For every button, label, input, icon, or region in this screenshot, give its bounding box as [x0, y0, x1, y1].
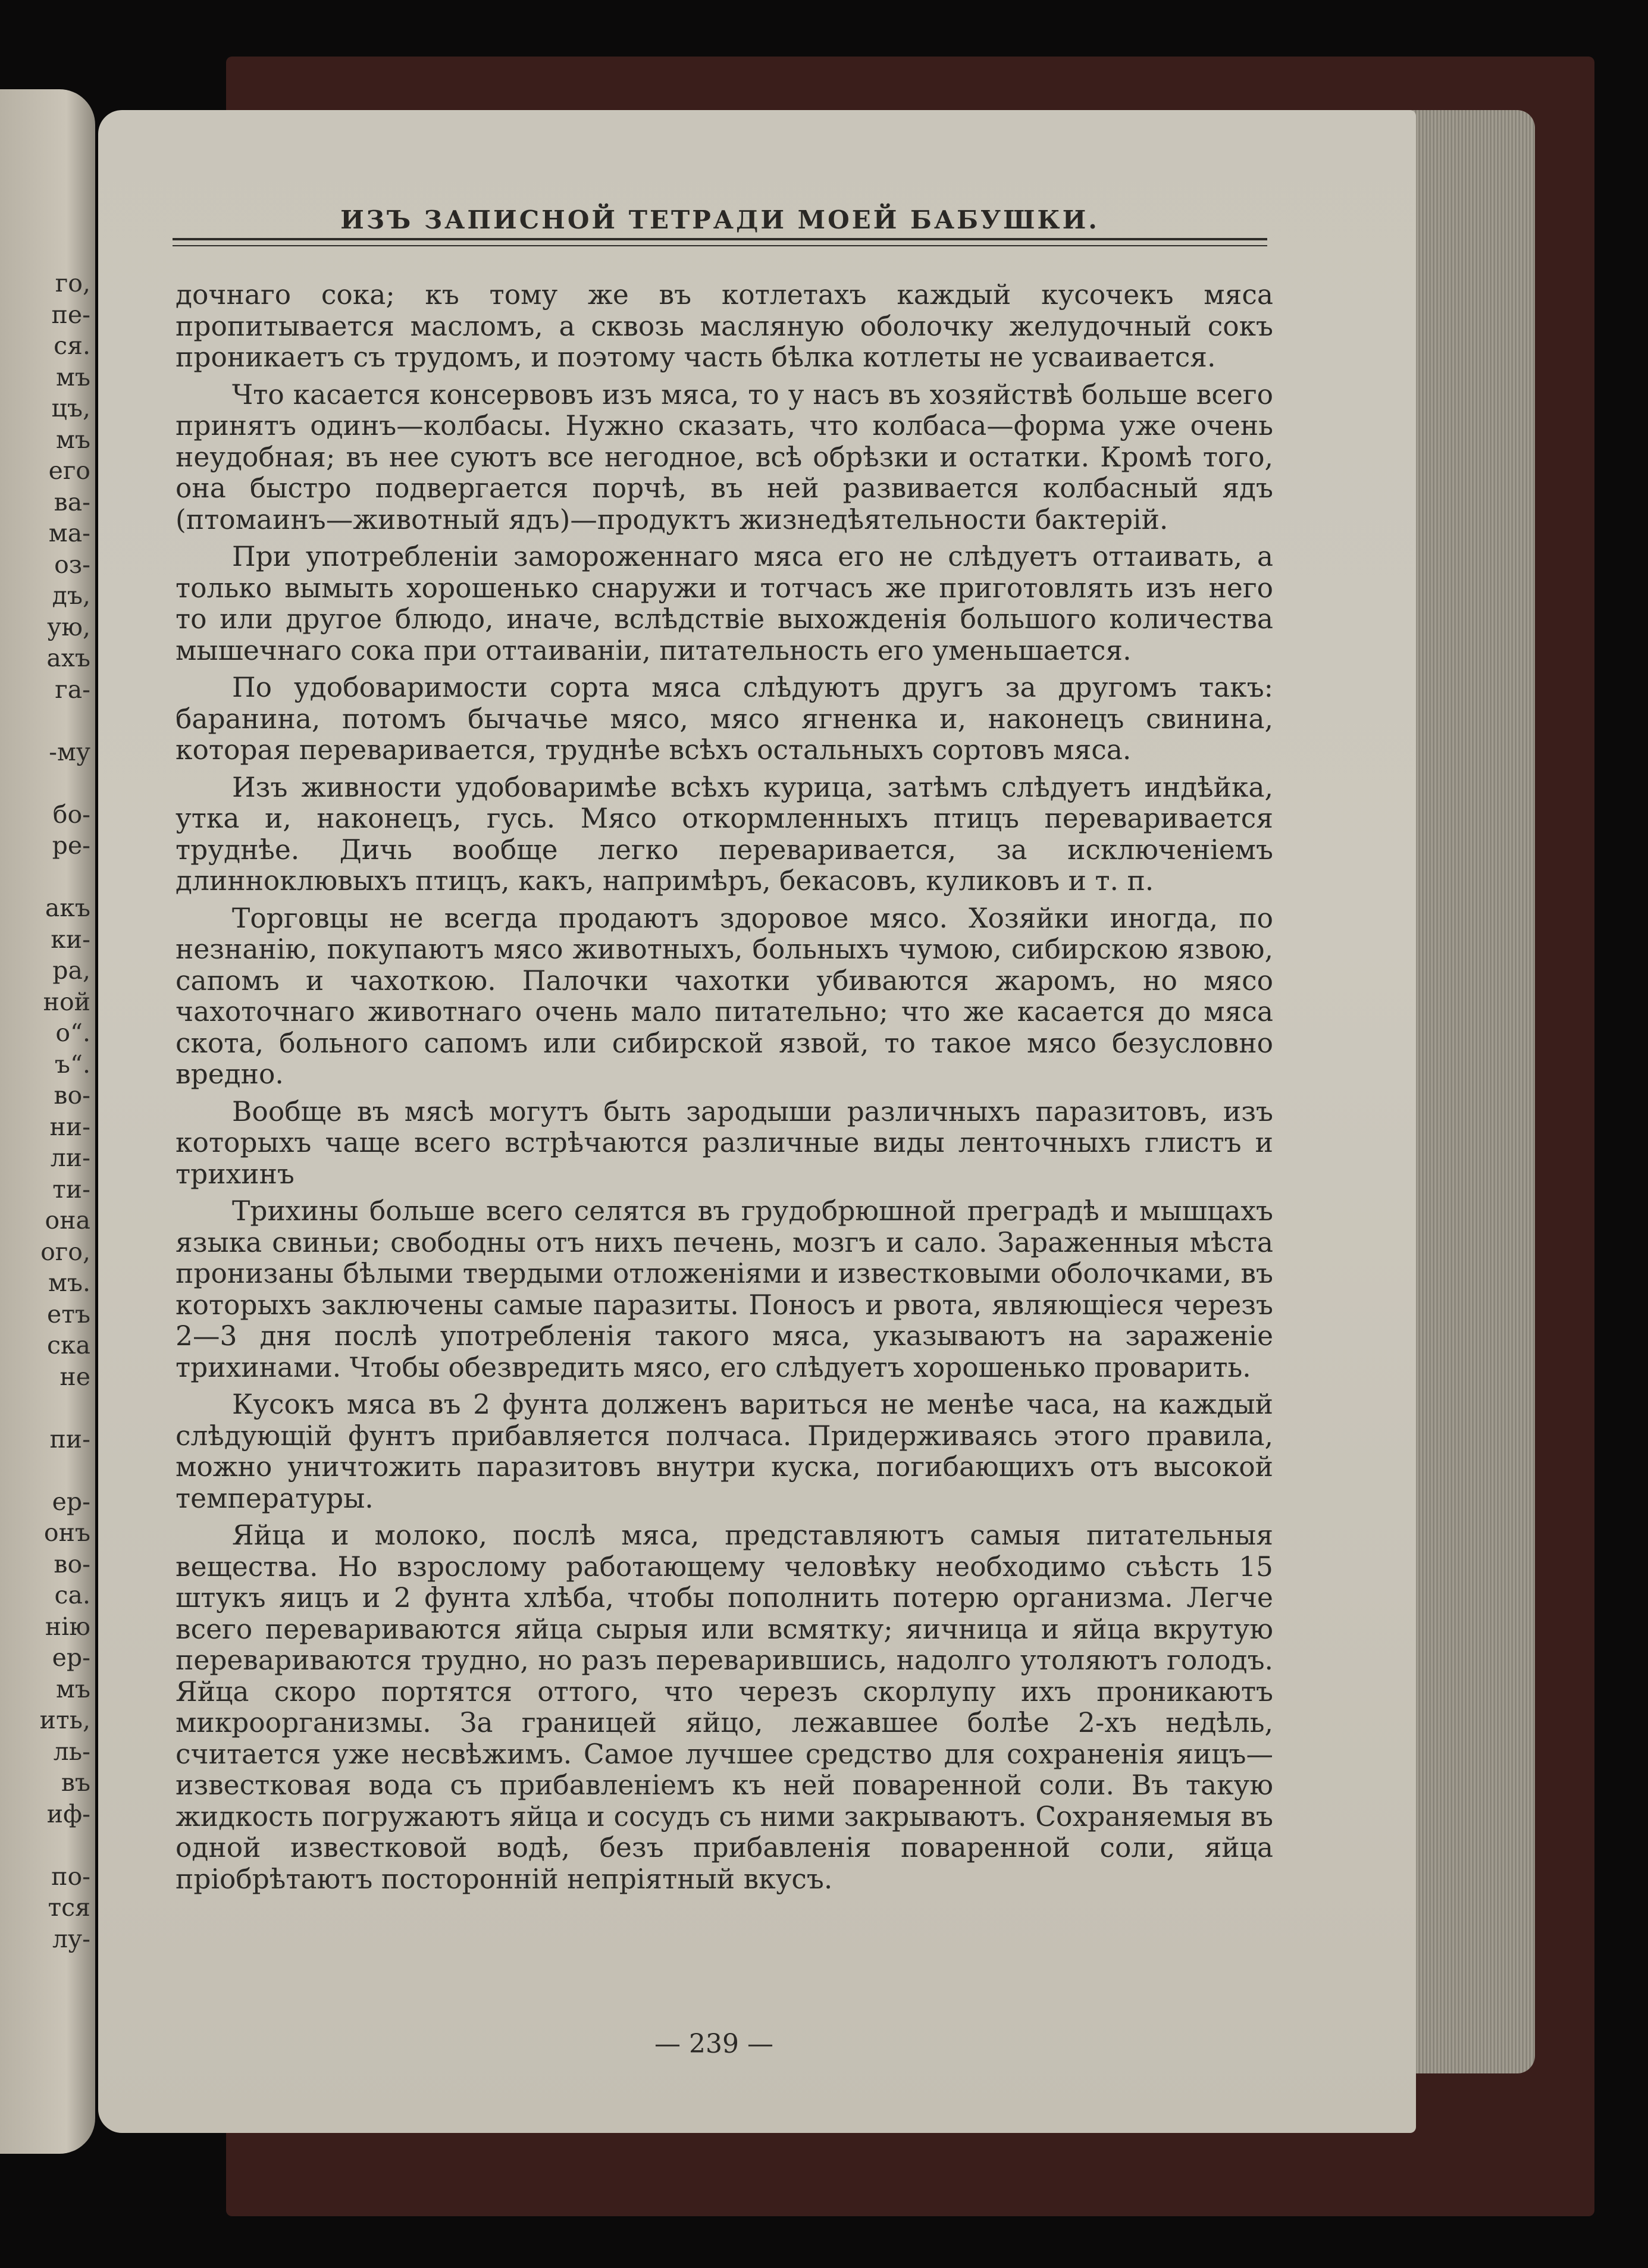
- left-page-line-fragment: не: [59, 1362, 90, 1391]
- left-page-line-fragment: нію: [45, 1612, 90, 1641]
- running-header: ИЗЪ ЗАПИСНОЙ ТЕТРАДИ МОЕЙ БАБУШКИ.: [340, 205, 1099, 234]
- left-page-line-fragment: акъ: [45, 894, 90, 922]
- left-page-line-fragment: мъ: [56, 362, 90, 391]
- left-page-line-fragment: о“.: [55, 1019, 90, 1047]
- left-page-line-fragment: ер-: [52, 1487, 90, 1516]
- left-page-line-fragment: -му: [49, 737, 90, 766]
- left-page-line-fragment: етъ: [46, 1299, 90, 1329]
- left-page-line-fragment: дъ,: [52, 581, 90, 610]
- header-rule-thin: [173, 245, 1267, 246]
- left-page-line-fragment: бо-: [52, 800, 90, 829]
- left-page-line-fragment: ить,: [39, 1706, 90, 1734]
- left-page-line-fragment: тся: [48, 1893, 90, 1922]
- left-page-line-fragment: онъ: [43, 1518, 90, 1547]
- left-page-line-fragment: ти-: [52, 1174, 90, 1204]
- paragraph: При употребленіи замороженнаго мяса его не слѣдуетъ оттаивать, а только вымыть хорошенько снаружи и тотчасъ же приготовлять изъ него то или другое блюдо, иначе, вслѣдствіе выхожденія большого количества мышечнаго сока при оттаиваніи, питательность его уменьшается.: [176, 541, 1273, 666]
- left-page-line-fragment: ни-: [49, 1112, 90, 1141]
- page-body: [176, 280, 1273, 1901]
- left-page-line-fragment: по-: [51, 1862, 90, 1891]
- left-page-line-fragment: его: [48, 456, 90, 485]
- paragraph: Что касается консервовъ изъ мяса, то у насъ въ хозяйствѣ больше всего принятъ одинъ—колбасы. Нужно сказать, что колбаса—форма уже очень неудобная; въ нее суютъ все негодное, всѣ обрѣзки и остатки. Кромѣ того, она быстро подвергается порчѣ, въ ней развивается колбасный ядъ (птомаинъ—животный ядъ)—продуктъ жизнедѣятельности бактерій.: [176, 378, 1273, 535]
- paragraph: дочнаго сока; къ тому же въ котлетахъ каждый кусочекъ мяса пропитывается масломъ, а сквозь масляную оболочку желудочный сокъ проникаетъ съ трудомъ, и поэтому часть бѣлка котлеты не усваивается.: [176, 279, 1273, 373]
- page-number: — 239 —: [654, 2029, 773, 2059]
- paragraph: Торговцы не всегда продаютъ здоровое мясо. Хозяйки иногда, по незнанію, покупаютъ мясо животныхъ, больныхъ чумою, сибирскою язвою, сапомъ и чахоткою. Палочки чахотки убиваются жаромъ, но мясо чахоточнаго животнаго очень мало питательно; что же касается до мяса скота, больного сапомъ или сибирской язвой, то такое мясо безусловно вредно.: [176, 902, 1273, 1090]
- left-page-line-fragment: ль-: [53, 1737, 90, 1766]
- left-page-line-fragment: въ: [61, 1768, 90, 1797]
- paragraph: Изъ живности удобоваримѣе всѣхъ курица, затѣмъ слѣдуетъ индѣйка, утка и, наконецъ, гусь. Мясо откормленныхъ птицъ переваривается труднѣе. Дичь вообще легко переваривается, за исключеніемъ длинноклювыхъ птицъ, какъ, напримѣръ, бекасовъ, куликовъ и т. п.: [176, 771, 1273, 897]
- left-page-line-fragment: ра,: [52, 956, 90, 985]
- left-page-line-fragment: ъ“.: [54, 1050, 90, 1079]
- left-page-line-fragment: ую,: [47, 612, 90, 641]
- left-page-line-fragment: иф-: [46, 1799, 90, 1828]
- paragraph: Яйца и молоко, послѣ мяса, представляютъ самыя питательныя вещества. Но взрослому работающему человѣку необходимо съѣсть 15 штукъ яицъ и 2 фунта хлѣба, чтобы пополнить потерю организма. Легче всего перевариваются яйца сырыя или всмятку; яичница и яйца вкрутую перевариваются трудно, но разъ переварившись, надолго утоляютъ голодъ. Яйца скоро портятся оттого, что черезъ скорлупу ихъ проникаютъ микроорганизмы. За границей яйцо, лежавшее болѣе 2-хъ недѣль, считается уже несвѣжимъ. Самое лучшее средство для сохраненія яицъ—известковая вода съ прибавленіемъ къ ней поваренной соли. Въ такую жидкость погружаютъ яйца и сосудъ съ ними закрываютъ. Сохраняемыя въ одной известковой водѣ, безъ прибавленія поваренной соли, яйца пріобрѣтаютъ посторонній непріятный вкусъ.: [176, 1520, 1273, 1895]
- paragraph: Вообще въ мясѣ могутъ быть зародыши различныхъ паразитовъ, изъ которыхъ чаще всего встрѣчаются различные виды ленточныхъ глистъ и трихинъ: [176, 1095, 1273, 1190]
- left-page-line-fragment: ва-: [54, 487, 90, 516]
- left-page-line-fragment: цъ,: [51, 394, 90, 422]
- left-page-line-fragment: ре-: [52, 831, 90, 860]
- left-page-line-fragment: мъ: [56, 425, 90, 454]
- paragraph: Кусокъ мяса въ 2 фунта долженъ вариться не менѣе часа, на каждый слѣдующій фунтъ прибавляется полчаса. Придерживаясь этого правила, можно уничтожить паразитовъ внутри куска, погибающихъ отъ высокой температуры.: [176, 1389, 1273, 1514]
- header-rule: [173, 238, 1267, 240]
- left-page-line-fragment: га-: [55, 675, 90, 704]
- left-page-line-fragment: ли-: [50, 1144, 90, 1172]
- left-page-line-fragment: ся.: [54, 331, 90, 360]
- left-page-line-fragment: ска: [46, 1331, 90, 1359]
- left-page-line-fragment: она: [45, 1206, 90, 1235]
- left-page-line-fragment: пе-: [51, 300, 90, 329]
- left-page-line-fragment: пи-: [49, 1424, 90, 1453]
- left-page-line-fragment: лу-: [52, 1924, 90, 1953]
- left-page-line-fragment: ер-: [52, 1643, 90, 1672]
- left-page-line-fragment: во-: [54, 1081, 90, 1110]
- left-page-line-fragment: оз-: [54, 550, 90, 579]
- left-page: [0, 89, 95, 2154]
- left-page-line-fragment: го,: [55, 269, 90, 297]
- left-page-line-fragment: ого,: [40, 1237, 90, 1266]
- left-page-line-fragment: ма-: [48, 519, 90, 547]
- left-page-line-fragment: мъ: [56, 1674, 90, 1703]
- left-page-line-fragment: са.: [54, 1581, 90, 1609]
- left-page-line-fragment: во-: [54, 1549, 90, 1578]
- paragraph: Трихины больше всего селятся въ грудобрюшной преградѣ и мышцахъ языка свиньи; свободны отъ нихъ печень, мозгъ и сало. Зараженныя мѣста пронизаны бѣлыми твердыми отложеніями и известковыми оболочками, въ которыхъ заключены самые паразиты. Поносъ и рвота, являющіеся черезъ 2—3 дня послѣ употребленія такого мяса, указываютъ на зараженіе трихинами. Чтобы обезвредить мясо, его слѣдуетъ хорошенько проварить.: [176, 1195, 1273, 1383]
- paragraph: По удобоваримости сорта мяса слѣдуютъ другъ за другомъ такъ: баранина, потомъ бычачье мясо, мясо ягненка и, наконецъ свинина, которая переваривается, труднѣе всѣхъ остальныхъ сортовъ мяса.: [176, 672, 1273, 766]
- left-page-line-fragment: мъ.: [48, 1268, 90, 1297]
- left-page-line-fragment: ки-: [51, 925, 90, 954]
- left-page-line-fragment: ахъ: [46, 644, 90, 672]
- left-page-line-fragment: ной: [43, 987, 90, 1016]
- page-edges: [1398, 110, 1535, 2073]
